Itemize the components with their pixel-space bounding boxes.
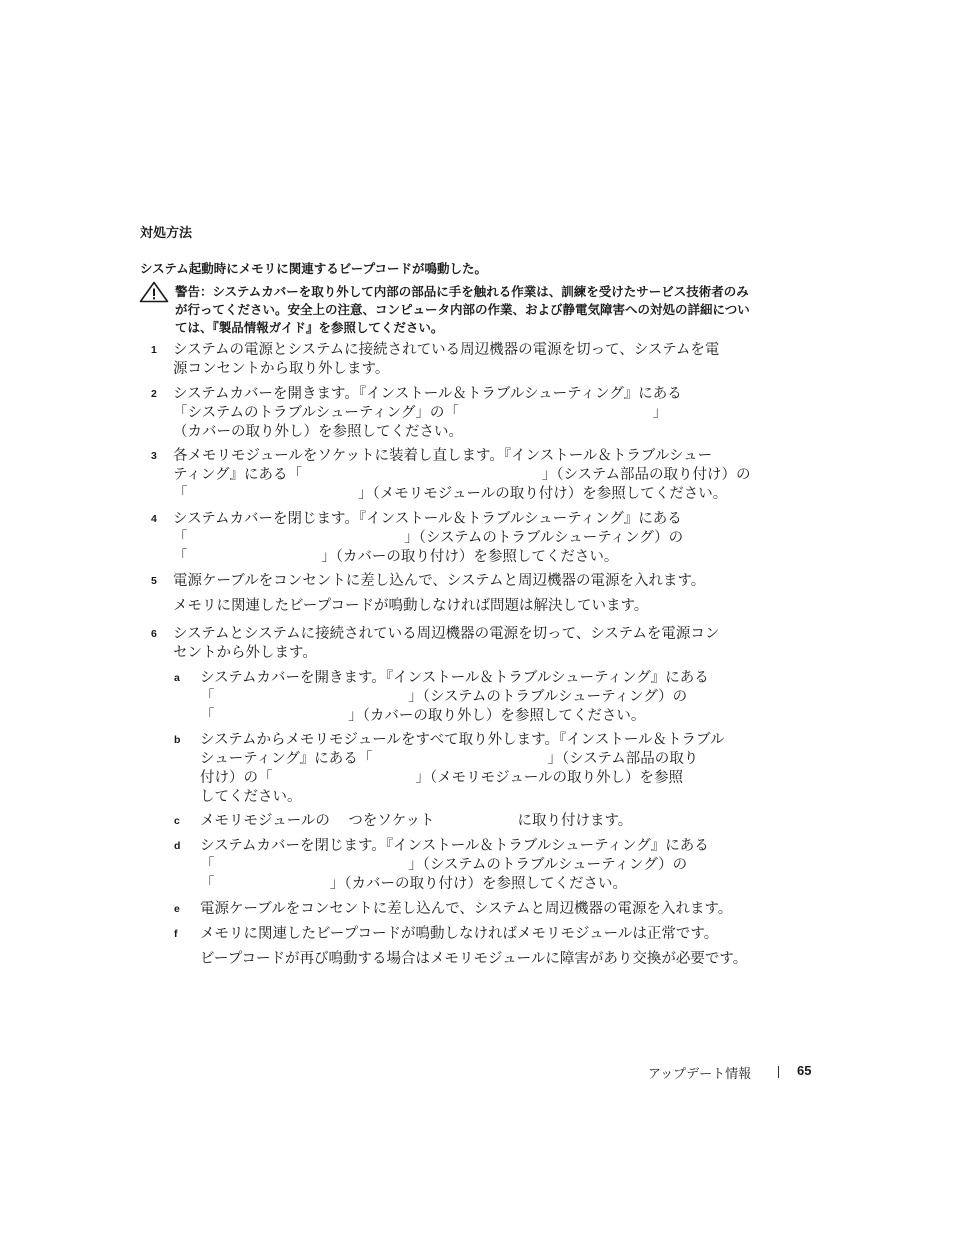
footer-page-number: 65 [797, 1063, 812, 1078]
substep-letter: d [174, 840, 181, 852]
substep-letter: c [174, 815, 180, 827]
step-number: 6 [151, 628, 157, 640]
warning-text-content: 警告：システムカバーを取り外して内部の部品に手を触れる作業は、訓練を受けたサービス技術者のみが行ってください。安全上の注意、コンピュータ内部の作業、および静電気障害への対処の詳細については、『製品情報ガイド』を参照してください。 [175, 284, 750, 335]
step-text-line: 源コンセントから取り外します。 [173, 361, 390, 377]
step-text-line: 「 」（カバーの取り付け）を参照してください。 [173, 549, 619, 565]
step-text-line: システムとシステムに接続されている周辺機器の電源を切って、システムを電源コン [173, 626, 720, 642]
substep-letter: b [174, 734, 181, 746]
warning-text [175, 283, 760, 337]
substep-text-line: してください。 [200, 789, 302, 805]
section-heading: 対処方法 [140, 226, 193, 241]
step-text-line: セントから外します。 [173, 645, 317, 661]
step-text-line: システムカバーを閉じます。『インストール＆トラブルシューティング』にある [173, 511, 682, 527]
substep-text-line: 電源ケーブルをコンセントに差し込んで、システムと周辺機器の電源を入れます。 [200, 901, 733, 917]
step-text-line: 「 」（メモリモジュールの取り付け）を参照してください。 [173, 486, 728, 502]
footer-section-title: アップデート情報 [648, 1067, 752, 1082]
step-number: 1 [151, 344, 157, 356]
substep-text-line: システムからメモリモジュールをすべて取り外します。『インストール＆トラブル [200, 732, 725, 748]
substep-text-line: シューティング』にある「 」（システム部品の取り [200, 751, 699, 767]
substep-text-line: 「 」（システムのトラブルシューティング）の [200, 857, 688, 873]
substep-text-line: 付け）の「 」（メモリモジュールの取り外し）を参照 [200, 770, 684, 786]
warning-triangle-icon [139, 281, 169, 303]
step-text-line: システムカバーを開きます。『インストール＆トラブルシューティング』にある [173, 386, 682, 402]
step-number: 2 [151, 388, 157, 400]
step-text-line: （カバーの取り外し）を参照してください。 [173, 424, 463, 440]
step-text-line: 電源ケーブルをコンセントに差し込んで、システムと周辺機器の電源を入れます。 [173, 573, 706, 589]
step-text-line: 「 」（システムのトラブルシューティング）の [173, 530, 684, 546]
step-text-line: 「システムのトラブルシューティング」の「 」 [173, 405, 667, 421]
step-text-line: システムの電源とシステムに接続されている周辺機器の電源を切って、システムを電 [173, 342, 720, 358]
substep-text-line: システムカバーを閉じます。『インストール＆トラブルシューティング』にある [200, 838, 709, 854]
substep-text-line: 「 」（システムのトラブルシューティング）の [200, 689, 688, 705]
substep-text-line: ビープコードが再び鳴動する場合はメモリモジュールに障害があり交換が必要です。 [200, 951, 748, 967]
step-number: 4 [151, 513, 157, 525]
substep-text-line: 「 」（カバーの取り外し）を参照してください。 [200, 708, 646, 724]
step-number: 5 [151, 575, 157, 587]
substep-text-line: メモリに関連したビープコードが鳴動しなければメモリモジュールは正常です。 [200, 926, 719, 942]
substep-text-line: 「 」（カバーの取り付け）を参照してください。 [200, 876, 627, 892]
substep-letter: f [174, 928, 178, 940]
step-text-line: メモリに関連したビープコードが鳴動しなければ問題は解決しています。 [173, 598, 649, 614]
substep-text-line: システムカバーを開きます。『インストール＆トラブルシューティング』にある [200, 670, 709, 686]
step-text-line: 各メモリモジュールをソケットに装着し直します。『インストール＆トラブルシュー [173, 448, 713, 464]
step-number: 3 [151, 450, 157, 462]
section-subheading: システム起動時にメモリに関連するビープコードが鳴動した。 [140, 261, 488, 276]
footer-separator [778, 1066, 779, 1078]
step-text-line: ティング』にある「 」（システム部品の取り付け）の [173, 467, 751, 483]
substep-letter: a [174, 672, 180, 684]
substep-text-line: メモリモジュールの つをソケット に取り付けます。 [200, 813, 633, 829]
substep-letter: e [174, 903, 180, 915]
